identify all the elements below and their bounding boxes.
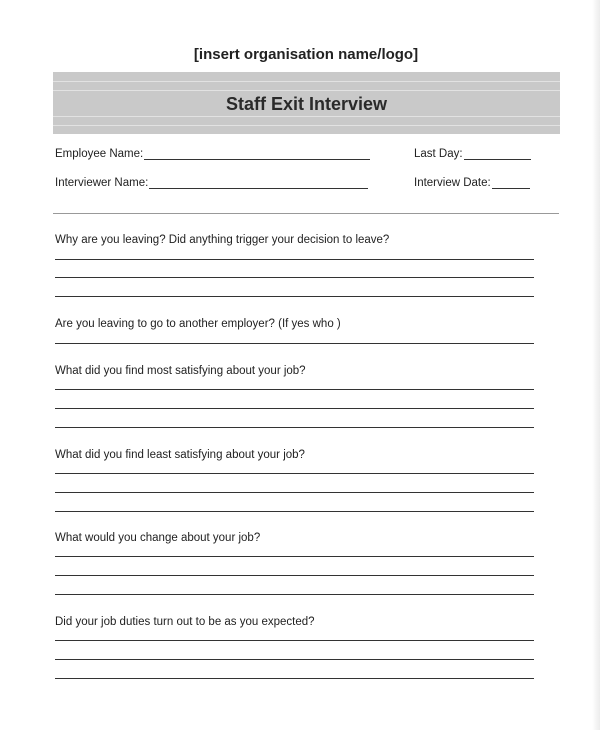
title-band-stripe: [53, 90, 560, 91]
answer-line[interactable]: [55, 659, 534, 660]
last-day-field[interactable]: [414, 148, 531, 160]
page-edge-shadow: [592, 0, 600, 730]
title-band-stripe: [53, 81, 560, 82]
employee-name-field[interactable]: [55, 148, 370, 160]
answer-line[interactable]: [55, 640, 534, 641]
answer-line[interactable]: [55, 511, 534, 512]
answer-line[interactable]: [55, 556, 534, 557]
question-1: Why are you leaving? Did anything trigger your decision to leave?: [55, 234, 390, 246]
answer-line[interactable]: [55, 389, 534, 390]
title-band-stripe: [53, 116, 560, 117]
section-divider: [53, 213, 559, 214]
employee-name-label: Employee Name:: [55, 148, 144, 160]
answer-line[interactable]: [55, 259, 534, 260]
answer-line[interactable]: [55, 343, 534, 344]
question-4: What did you find least satisfying about your job?: [55, 449, 305, 461]
title-band-stripe: [53, 125, 560, 126]
last-day-line[interactable]: [464, 148, 531, 160]
answer-line[interactable]: [55, 575, 534, 576]
answer-line[interactable]: [55, 678, 534, 679]
title-band: [53, 72, 560, 134]
interview-date-label: Interview Date:: [414, 177, 491, 189]
answer-line[interactable]: [55, 473, 534, 474]
last-day-label: Last Day:: [414, 148, 463, 160]
organisation-placeholder: [insert organisation name/logo]: [193, 46, 419, 63]
interview-date-field[interactable]: [414, 177, 530, 189]
answer-line[interactable]: [55, 277, 534, 278]
interviewer-name-label: Interviewer Name:: [55, 177, 149, 189]
question-6: Did your job duties turn out to be as you expected?: [55, 616, 315, 628]
question-3: What did you find most satisfying about your job?: [55, 365, 306, 377]
employee-name-line[interactable]: [144, 148, 370, 160]
answer-line[interactable]: [55, 594, 534, 595]
answer-line[interactable]: [55, 492, 534, 493]
interviewer-name-line[interactable]: [149, 177, 368, 189]
interviewer-name-field[interactable]: [55, 177, 368, 189]
answer-line[interactable]: [55, 296, 534, 297]
answer-line[interactable]: [55, 427, 534, 428]
answer-line[interactable]: [55, 408, 534, 409]
question-5: What would you change about your job?: [55, 532, 261, 544]
page-title: Staff Exit Interview: [225, 94, 388, 114]
question-2: Are you leaving to go to another employer? (If yes who ): [55, 318, 341, 330]
interview-date-line[interactable]: [492, 177, 530, 189]
